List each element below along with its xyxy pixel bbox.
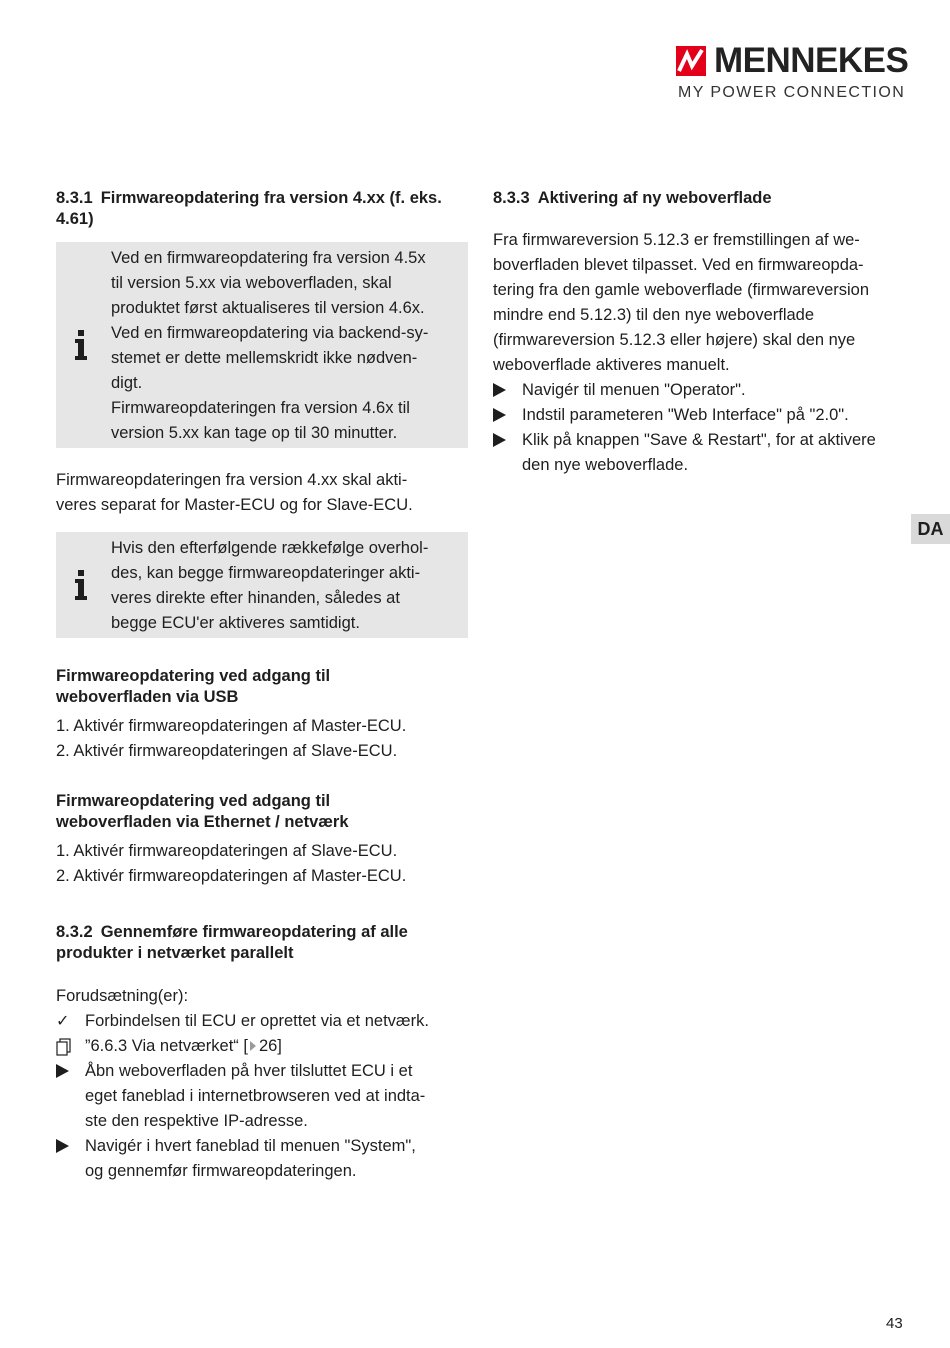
page-number: 43 [886,1315,903,1332]
ethernet-steps [56,839,468,889]
list-item-text: eget faneblad i internetbrowseren ved at indta- [85,1087,426,1105]
usb-steps [56,714,468,764]
note-line: des, kan begge firmwareopdateringer akti- [111,564,421,582]
subheading-ethernet [56,791,468,833]
numbered-step: 2. Aktivér firmwareopdateringen af Slave-ECU. [56,742,398,760]
subheading-line: Firmwareopdatering ved adgang til [56,792,331,810]
section-heading-8-3-2 [56,922,468,964]
list-item-text: Åbn weboverfladen på hver tilsluttet ECU i et [85,1062,413,1080]
info-note [56,532,468,638]
action-arrow-icon [493,428,513,455]
section-heading-8-3-1 [56,188,468,230]
list-item-text: Klik på knappen "Save & Restart", for at aktivere [522,431,876,449]
note-line: Firmwareopdateringen fra version 4.6x til [111,399,410,417]
cross-reference-link[interactable]: ”6.6.3 Via netværket“ [ 26] [85,1037,282,1055]
paragraph-line: boverfladen blevet tilpasset. Ved en firmwareopda- [493,256,864,274]
paragraph [56,468,468,518]
mennekes-logo-mark-icon [676,46,706,76]
mennekes-logo [676,41,909,104]
info-icon [73,330,89,360]
note-line: Hvis den efterfølgende rækkefølge overhol- [111,539,429,557]
note-line: produktet først aktualiseres til version 4.6x. [111,299,425,317]
paragraph-line: weboverflade aktiveres manuelt. [493,356,730,374]
language-tab: DA [911,514,950,544]
paragraph-line: (firmwareversion 5.12.3 eller højere) skal den nye [493,331,856,349]
list-item-text: Navigér i hvert faneblad til menuen "System", [85,1137,416,1155]
list-item-text: Navigér til menuen "Operator". [522,381,746,399]
note-line: stemet er dette mellemskridt ikke nødven- [111,349,418,367]
logo-brand-text: MENNEKES [714,41,909,80]
note-line: veres direkte efter hinanden, således at [111,589,400,607]
action-arrow-icon [493,378,513,405]
section-heading-8-3-3 [493,188,905,209]
list-item [493,428,905,478]
paragraph-line: mindre end 5.12.3) til den nye weboverflade [493,306,815,324]
list-item [493,403,905,428]
numbered-step: 1. Aktivér firmwareopdateringen af Slave-ECU. [56,842,398,860]
list-item-text: Forbindelsen til ECU er oprettet via et netværk. [85,1012,429,1030]
subheading-usb [56,666,468,708]
section-number: 8.3.3 [493,189,530,207]
note-line: til version 5.xx via weboverfladen, skal [111,274,392,292]
info-note [56,242,468,448]
action-arrow-icon [493,403,513,430]
page-arrow-icon [250,1041,256,1051]
section-title: Aktivering af ny weboverflade [537,189,772,207]
list-item [56,1059,468,1134]
paragraph-line: tering fra den gamle weboverflade (firmwareversion [493,281,870,299]
action-arrow-icon [56,1134,76,1161]
section-title: Firmwareopdatering fra version 4.xx (f. eks. 4.61) [56,189,442,228]
subheading-line: weboverfladen via USB [56,688,239,706]
numbered-step: 1. Aktivér firmwareopdateringen af Master-ECU. [56,717,407,735]
info-icon [73,570,89,600]
list-item [56,1034,468,1059]
list-item-text: og gennemfør firmwareopdateringen. [85,1162,357,1180]
section-title: produkter i netværket parallelt [56,944,294,962]
note-line: begge ECU'er aktiveres samtidigt. [111,614,360,632]
list-item [56,1134,468,1184]
logo-tagline: MY POWER CONNECTION [678,84,906,101]
prerequisite-list [56,1009,468,1184]
note-line: version 5.xx kan tage op til 30 minutter. [111,424,398,442]
numbered-step: 2. Aktivér firmwareopdateringen af Master-ECU. [56,867,407,885]
list-item [56,1009,468,1034]
subheading-line: weboverfladen via Ethernet / netværk [56,813,349,831]
note-line: digt. [111,374,143,392]
right-column [493,188,905,478]
action-list [493,378,905,478]
list-item-text: ste den respektive IP-adresse. [85,1112,308,1130]
action-arrow-icon [56,1059,76,1086]
paragraph [493,228,905,378]
paragraph-line: veres separat for Master-ECU og for Slave-ECU. [56,496,413,514]
section-number: 8.3.1 [56,189,93,207]
note-line: Ved en firmwareopdatering via backend-sy- [111,324,429,342]
list-item-text: Indstil parameteren "Web Interface" på "2.0". [522,406,849,424]
list-item-text: den nye weboverflade. [522,456,689,474]
list-item [493,378,905,403]
section-title: Gennemføre firmwareopdatering af alle [100,923,408,941]
section-number: 8.3.2 [56,923,93,941]
prerequisites-label: Forudsætning(er): [56,987,189,1005]
note-line: Ved en firmwareopdatering fra version 4.5x [111,249,426,267]
subheading-line: Firmwareopdatering ved adgang til [56,667,331,685]
checkmark-icon: ✓ [56,1013,70,1030]
left-column [56,188,468,1184]
paragraph-line: Firmwareopdateringen fra version 4.xx skal akti- [56,471,408,489]
paragraph-line: Fra firmwareversion 5.12.3 er fremstillingen af we- [493,231,860,249]
